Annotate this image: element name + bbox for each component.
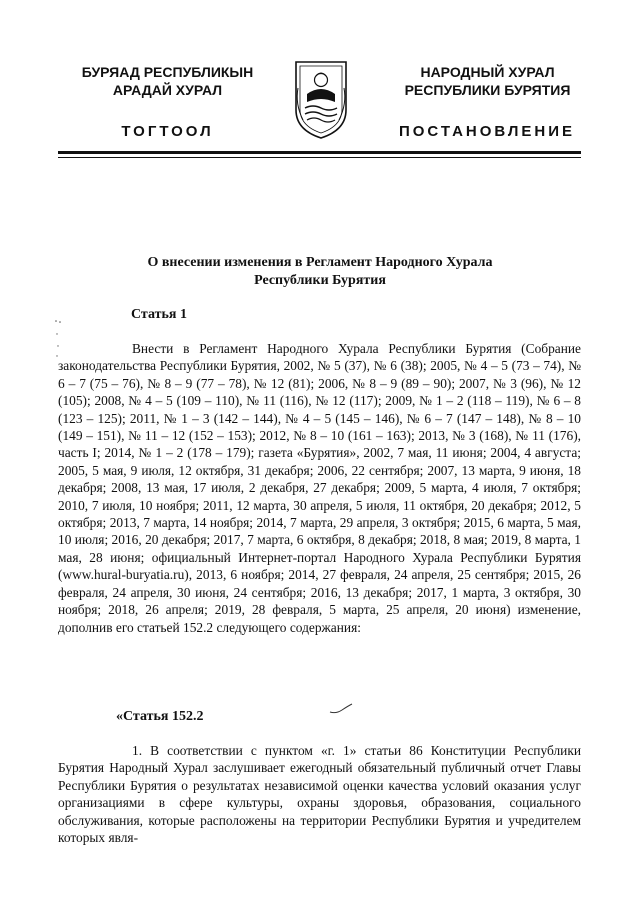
pen-tick-mark — [328, 702, 354, 716]
margin-scan-marks — [52, 318, 66, 360]
header-right-doc-type: ПОСТАНОВЛЕНИЕ — [398, 123, 576, 140]
header-divider-thin — [58, 157, 581, 158]
header-left-doc-type: ТОГТООЛ — [121, 123, 214, 140]
coat-of-arms-icon — [293, 58, 349, 140]
article-1-text: Внести в Регламент Народного Хурала Республики Бурятия (Собрание законодательства Республики Бурятия, 2002, № 5 (37), № 6 (38); 2005, № 4 – 5 (73 – 74), № 6 – 7 (75 – 76), № 8 – 9 (77 – 78), № 12 (81); 2006, № 8 – 9 (89 – 90); 2007, № 3 (96), № 12 (105); 2008, № 4 – 5 (109 – 110), № 11 (116), № 12 (117); 2009, № 1 – 2 (118 – 119), № 6 – 8 (123 – 125); 2011, № 1 – 3 (142 – 144), № 4 – 5 (145 – 146), № 6 – 7 (147 – 148), № 8 – 10 (149 – 151), № 11 – 12 (152 – 153); 2012, № 8 – 10 (161 – 163); 2013, № 3 (168), № 11 (176), часть I; 2014, № 1 – 2 (178 – 179); газета «Бурятия», 2002, 7 мая, 11 июня; 2004, 4 августа; 2005, 5 мая, 9 июля, 12 октября, 31 декабря; 2006, 22 сентября; 2007, 13 марта, 9 июня, 18 декабря; 2008, 13 мая, 17 июля, 2 декабря, 27 декабря; 2009, 5 марта, 4 июля, 7 октября; 2010, 7 июля, 10 ноября; 2011, 12 марта, 30 апреля, 5 июля, 11 октября, 20 декабря; 2012, 5 октября; 2013, 7 марта, 14 ноября; 2014, 7 марта, 29 апреля, 3 октября; 2015, 6 марта, 5 мая, 10 июля; 2016, 20 декабря; 2017, 7 марта, 6 октября, 8 декабря; 2018, 8 мая; 2019, 8 марта, 1 мая, 28 июня; официальный Интернет-портал Народного Хурала Республики Бурятия (www.hural-buryatia.ru), 2013, 6 ноября; 2014, 27 февраля, 24 апреля, 25 сентября; 2015, 26 февраля, 24 апреля, 30 июня, 24 сентября; 2016, 13 декабря; 2017, 1 марта, 3 октября, 30 ноября; 2018, 26 апреля; 2019, 28 февраля, 5 марта, 25 апреля, 20 июня) изменение, дополнив его статьей 152.2 следующего содержания: — [58, 341, 581, 635]
header-right-line-1: НАРОДНЫЙ ХУРАЛ — [420, 64, 555, 80]
header-left-title — [60, 63, 275, 99]
document-title-line-1: О внесении изменения в Регламент Народного Хурала — [147, 255, 493, 270]
article-1-heading: Статья 1 — [131, 307, 187, 322]
header-left-line-1: БУРЯАД РЕСПУБЛИКЫН — [81, 64, 254, 80]
article-152-2-text: 1. В соответствии с пунктом «г. 1» статьи 86 Конституции Республики Бурятия Народный Хурал заслушивает ежегодный обязательный публичный отчет Главы Республики Бурятия о результатах независимой оценки качества условий оказания услуг организациями в сфере культуры, охраны здоровья, образования, социального обслуживания, которые расположены на территории Республики Бурятия и учредителем которых явля- — [58, 743, 581, 846]
article-152-2-heading: «Статья 152.2 — [116, 709, 204, 724]
header-divider-thick — [58, 151, 581, 154]
header-left-line-2: АРАДАЙ ХУРАЛ — [112, 82, 223, 98]
document-title-line-2: Республики Бурятия — [254, 273, 386, 288]
header-right-title — [380, 63, 595, 99]
document-title — [80, 254, 560, 290]
header-right-line-2: РЕСПУБЛИКИ БУРЯТИЯ — [404, 82, 571, 98]
